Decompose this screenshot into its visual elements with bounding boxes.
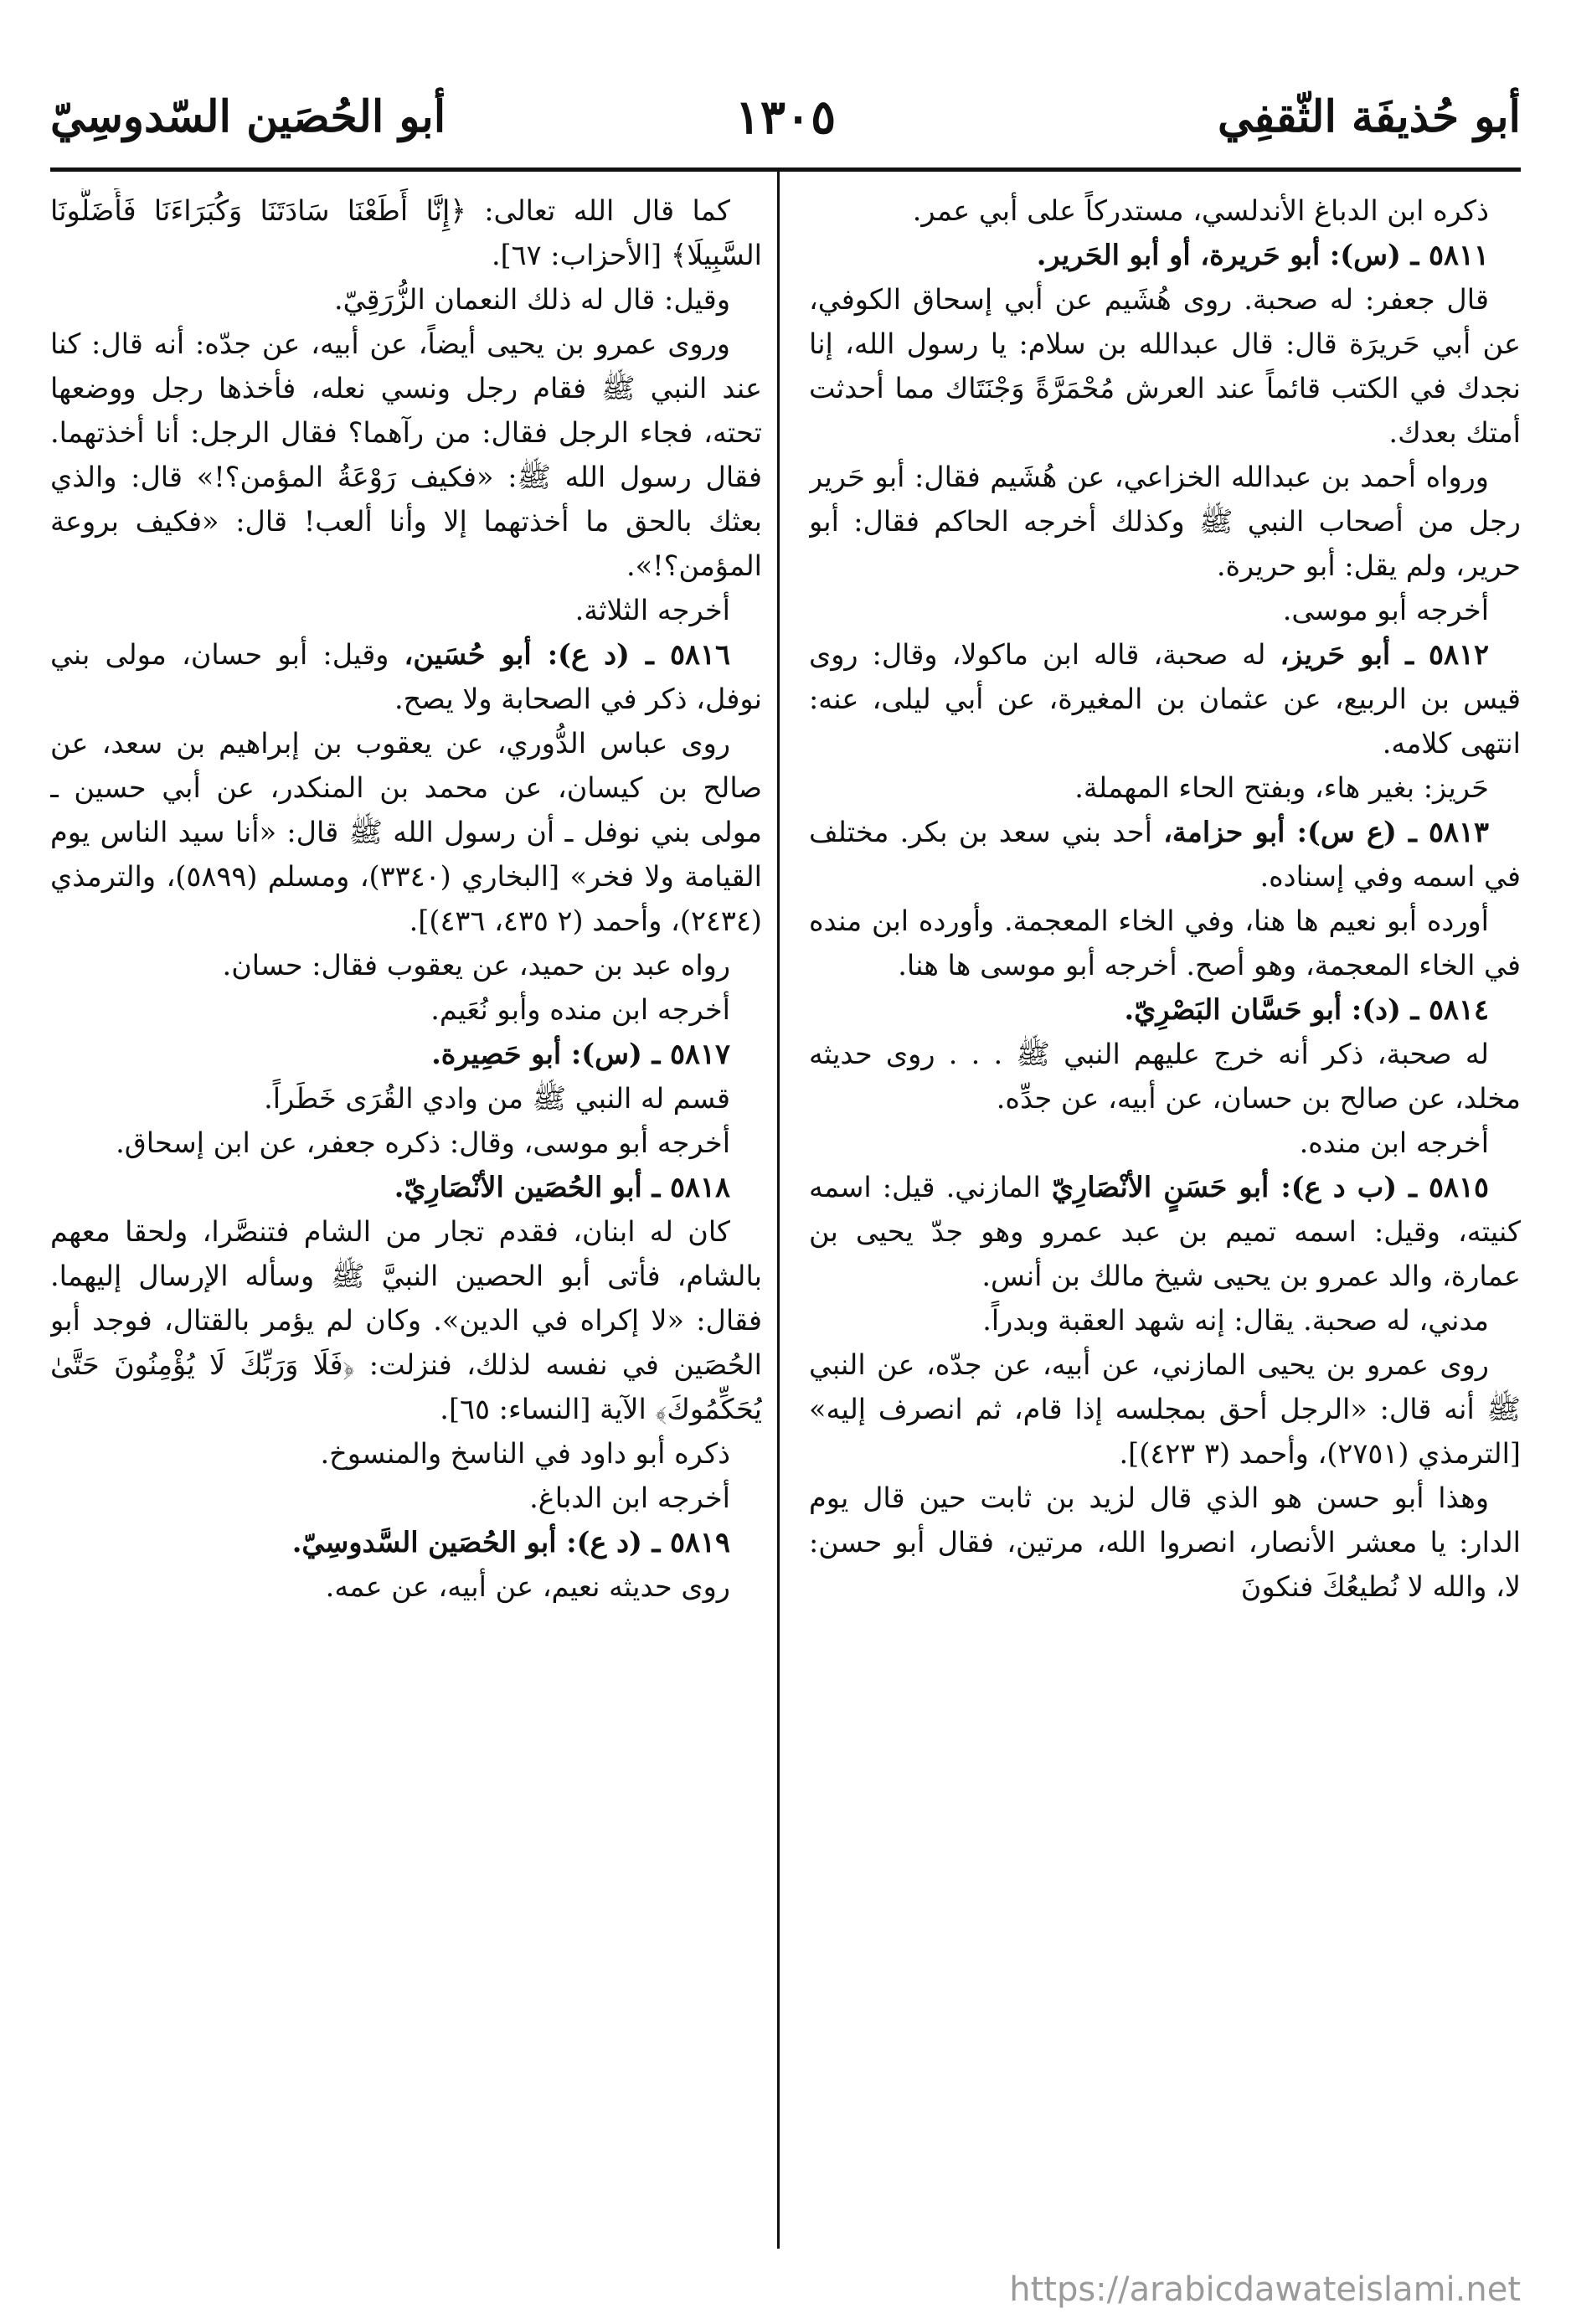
paragraph-text: قسم له النبي ﷺ من وادي القُرَى خَطَراً. (264, 1082, 730, 1115)
paragraph-text: أحد بني سعد بن بكر. مختلف في اسمه وفي إسناده. (809, 816, 1521, 893)
text-paragraph (50, 322, 762, 588)
paragraph-text: أخرجه أبو موسى، وقال: ذكره جعفر، عن ابن إسحاق. (116, 1126, 730, 1159)
text-paragraph (50, 1076, 762, 1121)
entry-paragraph (50, 632, 762, 721)
right-column (809, 188, 1521, 2265)
paragraph-text: قال جعفر: له صحبة. روى هُشَيم عن أبي إسحاق الكوفي، عن أبي حَريرَة قال: قال عبدالله بن سلام: يا رسول الله، إنا نجدك في الكتب قائماً عند العرش مُحْمَرَّةً وَجْنَتَاك مما أحدثت أمتك بعدك. (809, 283, 1521, 449)
paragraph-text: كان له ابنان، فقدم تجار من الشام فتنصَّرا، ولحقا معهم بالشام، فأتى أبو الحصين النبيَّ ﷺ وسأله الإرسال إليهما. فقال: «لا إكراه في الدين». وكان لم يؤمر بالقتال، فوجد أبو الحُصَين في نفسه لذلك، فنزلت: ﴿فَلَا وَرَبِّكَ لَا يُؤْمِنُونَ حَتَّىٰ يُحَكِّمُوكَ﴾ الآية [النساء: ٦٥]. (50, 1215, 762, 1425)
entry-heading: ٥٨١٩ ـ (د ع): أبو الحُصَين السَّدوسِيّ. (291, 1526, 730, 1559)
entry-paragraph (809, 1165, 1521, 1298)
page-number: ١٣٠٥ (734, 90, 837, 145)
entry-heading: ٥٨١٤ ـ (د): أبو حَسَّان البَصْرِيّ. (1124, 993, 1489, 1026)
text-paragraph (50, 987, 762, 1032)
paragraph-text: روى عمرو بن يحيى المازني، عن أبيه، عن جدّه، عن النبي ﷺ أنه قال: «الرجل أحق بمجلسه إذا قام، ثم انصرف إليه» [الترمذي (٢٧٥١)، وأحمد (٣ ٤٢٣)]. (809, 1348, 1521, 1470)
paragraph-text: روى عباس الدُّوري، عن يعقوب بن إبراهيم بن سعد، عن صالح بن كيسان، عن محمد بن المنكدر، عن أبي حسين ـ مولى بني نوفل ـ أن رسول الله ﷺ قال: «أنا سيد الناس يوم القيامة ولا فخر» [البخاري (٣٣٤٠)، ومسلم (٥٨٩٩)، والترمذي (٢٤٣٤)، وأحمد (٢ ٤٣٥، ٤٣٦)]. (50, 727, 762, 937)
paragraph-text: أخرجه ابن الدباغ. (529, 1481, 730, 1514)
paragraph-text: كما قال الله تعالى: ﴿إِنَّا أَطَعْنَا سَادَتَنَا وَكُبَرَاءَنَا فَأَضَلُّونَا السَّبِيلَا﴾ [الأحزاب: ٦٧]. (50, 194, 762, 271)
paragraph-text: ورواه أحمد بن عبدالله الخزاعي، عن هُشَيم فقال: أبو حَرير رجل من أصحاب النبي ﷺ وكذلك أخرجه الحاكم فقال: أبو حرير، ولم يقل: أبو حريرة. (809, 461, 1521, 582)
text-paragraph (50, 1564, 762, 1609)
text-paragraph (809, 1032, 1521, 1121)
entry-heading: ٥٨١١ ـ (س): أبو حَريرة، أو أبو الحَرير. (1036, 239, 1489, 271)
paragraph-text: المازني. قيل: اسمه كنيته، وقيل: اسمه تميم بن عبد عمرو وهو جدّ يحيى بن عمارة، والد عمرو بن يحيى شيخ مالك بن أنس. (809, 1171, 1521, 1292)
text-paragraph (809, 188, 1521, 233)
text-paragraph (809, 1298, 1521, 1342)
paragraph-text: ذكره ابن الدباغ الأندلسي، مستدركاً على أبي عمر. (912, 194, 1489, 227)
paragraph-text: وقيل: أبو حسان، مولى بني نوفل، ذكر في الصحابة ولا يصح. (50, 638, 762, 715)
column-divider (777, 172, 780, 2249)
text-paragraph (809, 455, 1521, 588)
text-paragraph (50, 721, 762, 943)
paragraph-text: أخرجه الثلاثة. (574, 594, 730, 626)
entry-paragraph (50, 1032, 762, 1076)
paragraph-text: حَريز: بغير هاء، وبفتح الحاء المهملة. (1074, 771, 1489, 804)
entry-paragraph (50, 1165, 762, 1209)
text-paragraph (50, 1121, 762, 1165)
entry-heading: ٥٨١٥ ـ (ب د ع): أبو حَسَنٍ الأنْصَارِيّ (1051, 1171, 1490, 1203)
paragraph-text: أخرجه ابن منده وأبو نُعَيم. (430, 993, 730, 1026)
text-paragraph (809, 899, 1521, 987)
entry-paragraph (809, 810, 1521, 899)
entry-heading: ٥٨١٢ ـ أبو حَريز، (1280, 638, 1489, 671)
watermark-url: https://arabicdawateislami.net (1009, 2270, 1521, 2309)
paragraph-text: أورده أبو نعيم ها هنا، وفي الخاء المعجمة. وأورده ابن منده في الخاء المعجمة، وهو أصح. أخرجه أبو موسى ها هنا. (809, 904, 1521, 982)
text-paragraph (50, 1209, 762, 1431)
paragraph-text: مدني، له صحبة. يقال: إنه شهد العقبة وبدراً. (982, 1304, 1489, 1337)
paragraph-text: روى حديثه نعيم، عن أبيه، عن عمه. (325, 1570, 730, 1603)
paragraph-text: أخرجه ابن منده. (1299, 1126, 1489, 1159)
text-paragraph (50, 943, 762, 987)
text-paragraph (809, 765, 1521, 810)
text-paragraph (50, 277, 762, 322)
paragraph-text: وروى عمرو بن يحيى أيضاً، عن أبيه، عن جدّه: أنه قال: كنا عند النبي ﷺ فقام رجل ونسي نعله، فأخذها رجل ووضعها تحته، فجاء الرجل فقال: من رآهما؟ فقال الرجل: أنا أخذتهما. فقال رسول الله ﷺ: «فكيف رَوْعَةُ المؤمن؟!» قال: والذي بعثك بالحق ما أخذتهما إلا وأنا ألعب! قال: «فكيف بروعة المؤمن؟!». (50, 327, 762, 582)
entry-heading: ٥٨١٣ ـ (ع س): أبو حزامة، (1163, 816, 1490, 848)
text-paragraph (50, 1476, 762, 1520)
entry-paragraph (50, 1520, 762, 1564)
paragraph-text: رواه عبد بن حميد، عن يعقوب فقال: حسان. (222, 949, 730, 982)
entry-paragraph (809, 987, 1521, 1032)
page-header (50, 80, 1521, 155)
running-title-left: أبو الحُصَين السّدوسِيّ (50, 91, 446, 142)
entry-heading: ٥٨١٧ ـ (س): أبو حَصِيرة. (431, 1038, 730, 1070)
paragraph-text: له صحبة، ذكر أنه خرج عليهم النبي ﷺ . . . روى حديثه مخلد، عن صالح بن حسان، عن أبيه، عن جدِّه. (809, 1038, 1521, 1115)
text-paragraph (50, 1431, 762, 1476)
paragraph-text: ذكره أبو داود في الناسخ والمنسوخ. (320, 1437, 730, 1470)
paragraph-text: وهذا أبو حسن هو الذي قال لزيد بن ثابت حين قال يوم الدار: يا معشر الأنصار، انصروا الله، مرتين، فقال أبو حسن: لا، والله لا نُطيعُكَ فنكونَ (809, 1481, 1521, 1603)
entry-heading: ٥٨١٨ ـ أبو الحُصَين الأنْصَارِيّ. (394, 1171, 730, 1203)
text-paragraph (809, 1121, 1521, 1165)
entry-paragraph (809, 233, 1521, 277)
text-paragraph (809, 1342, 1521, 1476)
text-paragraph (50, 188, 762, 277)
paragraph-text: وقيل: قال له ذلك النعمان الزُّرَقِيّ. (333, 283, 730, 316)
text-paragraph (50, 588, 762, 632)
paragraph-text: أخرجه أبو موسى. (1282, 594, 1489, 626)
header-rule (50, 167, 1521, 172)
paragraph-text: له صحبة، قاله ابن ماكولا، وقال: روى قيس بن الربيع، عن عثمان بن المغيرة، عن أبي ليلى، عنه: انتهى كلامه. (809, 638, 1521, 760)
text-paragraph (809, 1476, 1521, 1609)
running-title-right: أبو حُذيفَة الثّقفِي (1217, 91, 1521, 142)
text-paragraph (809, 277, 1521, 455)
entry-heading: ٥٨١٦ ـ (د ع): أبو حُسَين، (404, 638, 731, 671)
entry-paragraph (809, 632, 1521, 765)
text-paragraph (809, 588, 1521, 632)
left-column (50, 188, 762, 2265)
